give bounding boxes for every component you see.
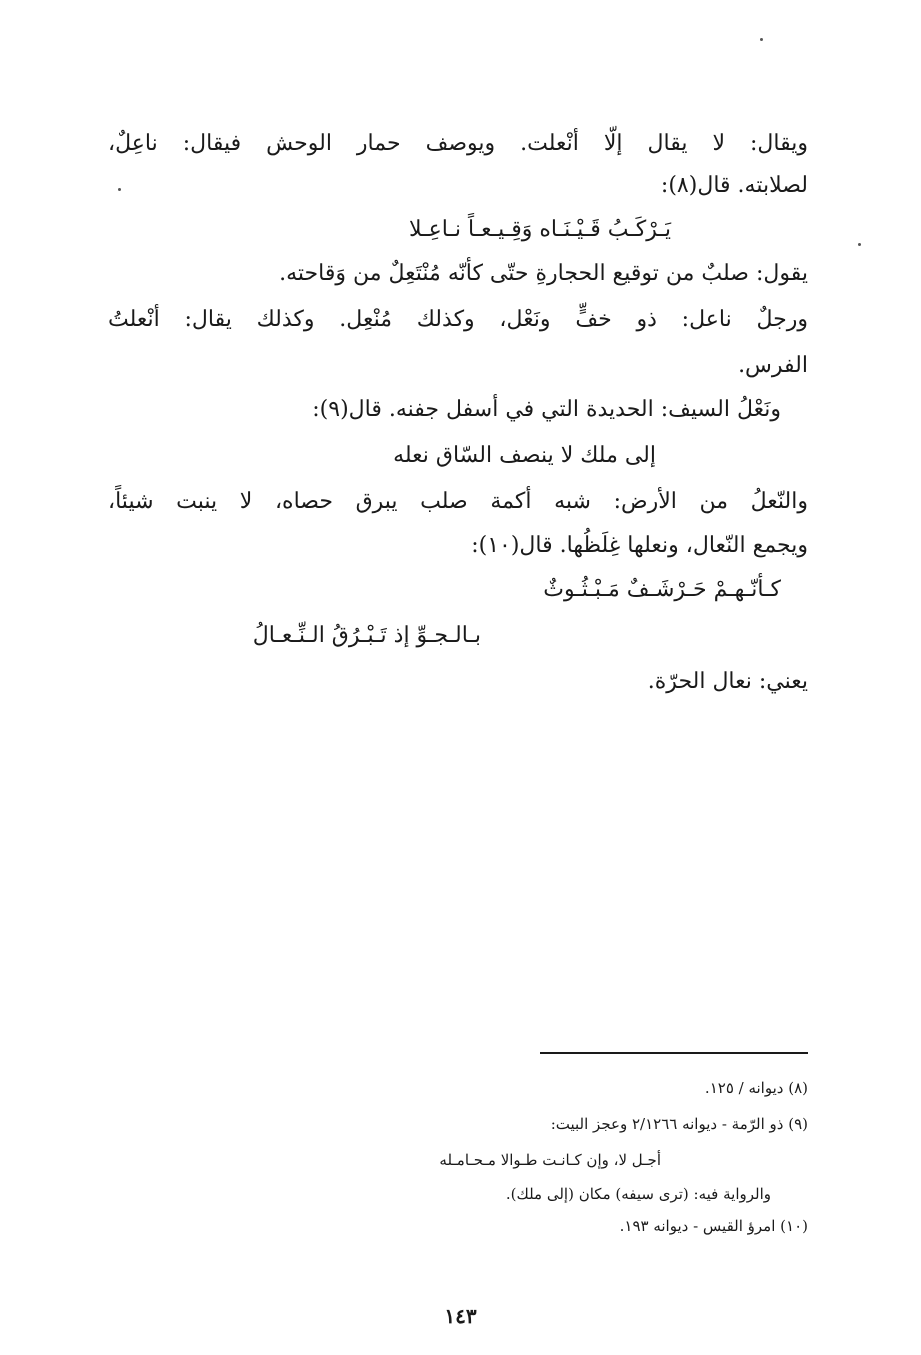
footnote-separator [540, 1052, 808, 1054]
footnote-9-verse: أجـل لا، وإن كـانـت طـوالا مـحـامـله [439, 1151, 661, 1169]
footnote-8: (٨) ديوانه / ١٢٥. [704, 1079, 808, 1097]
verse-line-3b: بـالـجـوِّ إذ تَـبْـرُقُ الـنِّـعـالُ [252, 623, 481, 648]
paragraph-line-6: ونَعْلُ السيف: الحديدة التي في أسفل جفنه. قال(٩): [312, 397, 781, 422]
footnote-9: (٩) ذو الرّمة - ديوانه ٢/١٢٦٦ وعجز البيت: [550, 1115, 808, 1133]
paragraph-line-4: ورجلٌ ناعل: ذو خفٍّ ونَعْل، وكذلك مُنْعِل. وكذلك يقال: أنْعلتُ [108, 307, 808, 332]
verse-line-3a: كـأنّـهـمْ حَـرْشَـفٌ مَـبْـثُـوثٌ [543, 577, 781, 602]
paragraph-line-3: يقول: صلبٌ من توقيع الحجارةِ حتّى كأنّه مُنْتَعِلٌ من وَقاحته. [279, 261, 808, 286]
verse-line-1: يَـرْكَـبُ قَـيْـنَـاه وَقِـيـعـاً نـاعِـلا [409, 217, 671, 242]
scan-speck [760, 38, 763, 41]
paragraph-line-2: لصلابته. قال(٨): [660, 173, 808, 198]
paragraph-line-5: الفرس. [738, 353, 808, 378]
page-number: ١٤٣ [444, 1304, 477, 1328]
scan-speck [858, 243, 861, 246]
verse-line-2: إلى ملك لا ينصف السّاق نعله [393, 443, 656, 468]
paragraph-line-8: ويجمع النّعال، ونعلها غِلَظُها. قال(١٠): [471, 533, 808, 558]
paragraph-line-7: والنّعلُ من الأرض: شبه أكمة صلب يبرق حصاه، لا ينبت شيئاً، [108, 489, 808, 514]
footnote-9-note: والرواية فيه: (ترى سيفه) مكان (إلى ملك). [505, 1185, 771, 1203]
paragraph-line-1: ويقال: لا يقال إلّا أنْعلت. ويوصف حمار الوحش فيقال: ناعِلٌ، [108, 131, 808, 156]
paragraph-line-9: يعني: نعال الحرّة. [647, 669, 808, 694]
footnote-10: (١٠) امرؤ القيس - ديوانه ١٩٣. [619, 1217, 808, 1235]
scan-speck [118, 188, 121, 191]
